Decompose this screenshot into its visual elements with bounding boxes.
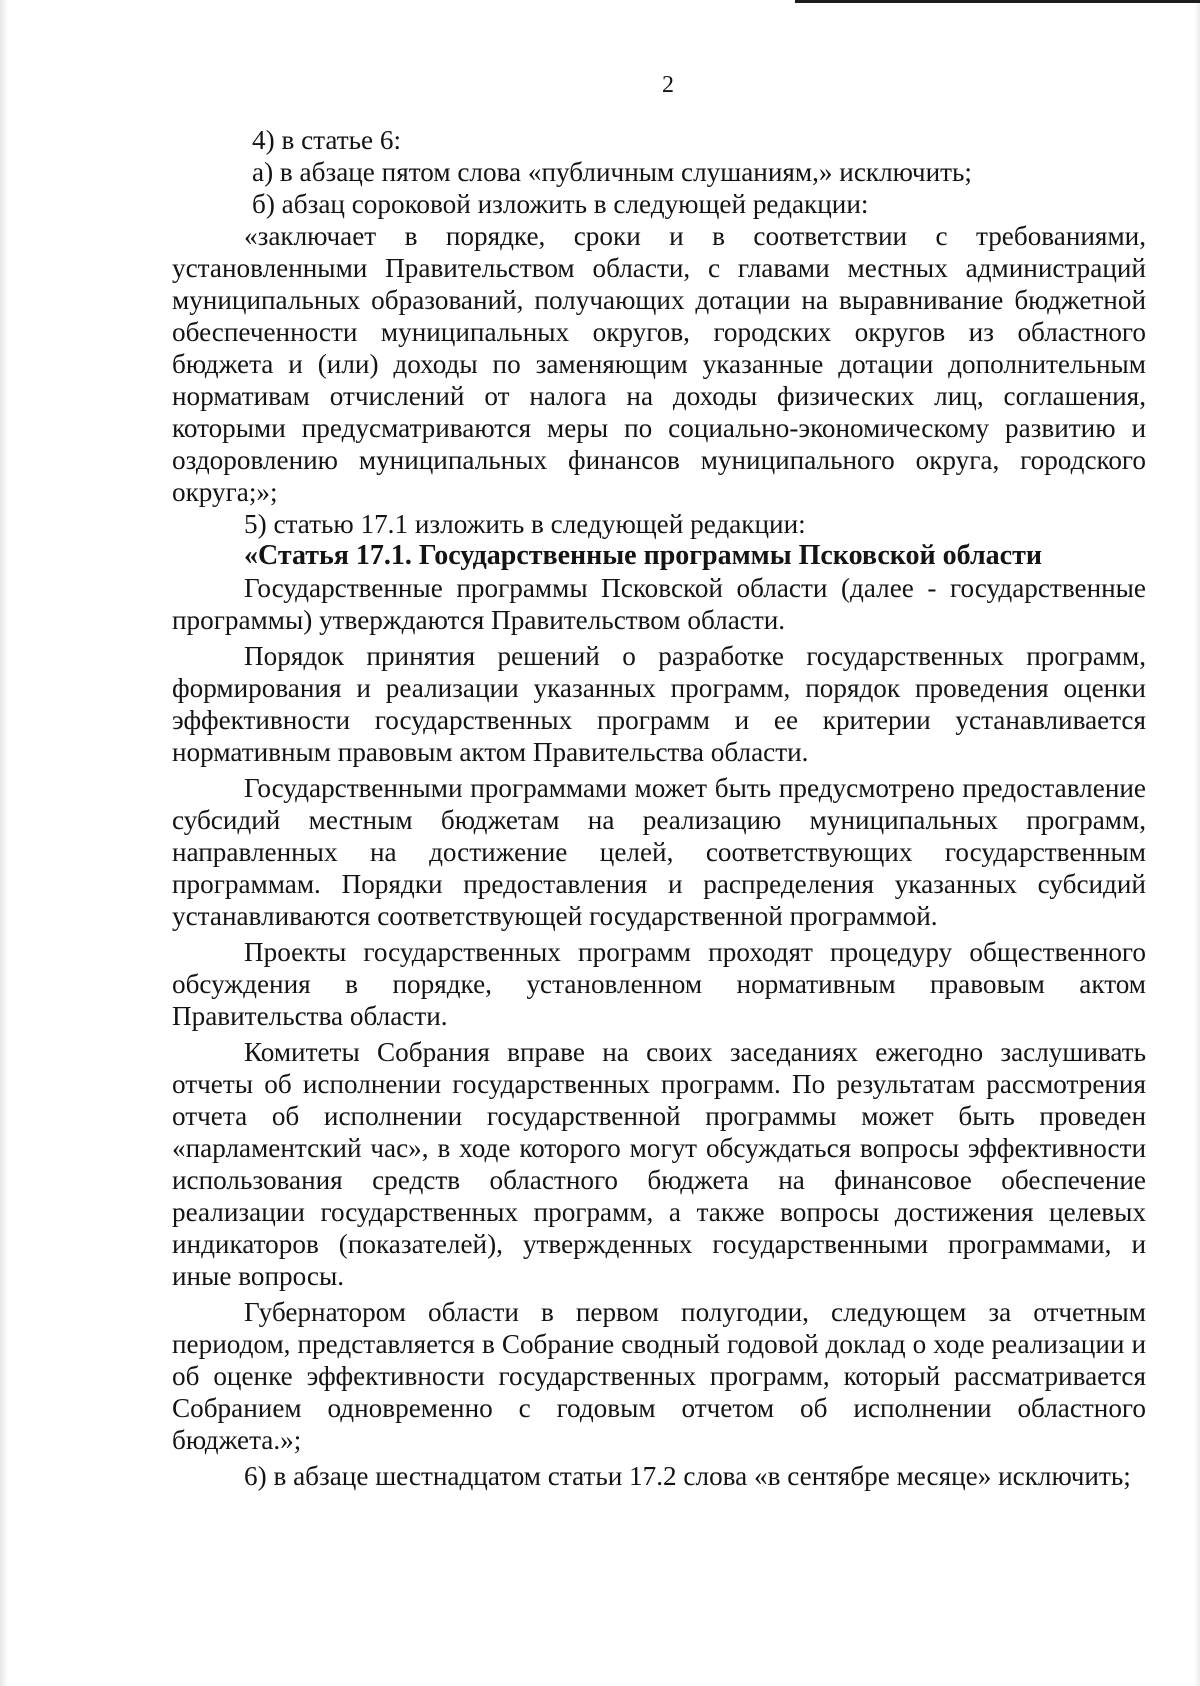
page-number: 2 (662, 72, 674, 98)
paragraph-decision-procedure: Порядок принятия решений о разработке государственных программ, формирования и реализации указанных программ, порядок проведения оценки эффективности государственных программ и ее критерии устанавливается нормативным правовым актом Правительства области. (172, 641, 1146, 767)
list-item-article-6: 4) в статье 6: (252, 125, 402, 155)
paragraph-committee-reports: Комитеты Собрания вправе на своих заседаниях ежегодно заслушивать отчеты об исполнении государственных программ. По результатам рассмотрения отчета об исполнении государственной программы может быть проведен «парламентский час», в ходе которого могут обсуждаться вопросы эффективности использования средств областного бюджета на финансовое обеспечение реализации государственных программ, а также вопросы достижения целевых индикаторов (показателей), утвержденных государственными программами, и иные вопросы. (172, 1037, 1146, 1291)
list-item-subpoint-a: а) в абзаце пятом слова «публичным слушаниям,» исключить; (252, 157, 972, 187)
paragraph-programs-approval: Государственные программы Псковской области (далее - государственные программы) утверждаются Правительством области. (172, 573, 1146, 635)
list-item-article-17-1: 5) статью 17.1 изложить в следующей редакции: (244, 509, 806, 539)
paragraph-public-discussion: Проекты государственных программ проходят процедуру общественного обсуждения в порядке, установленном нормативным правовым актом Правительства области. (172, 937, 1146, 1031)
list-item-subpoint-b: б) абзац сороковой изложить в следующей редакции: (252, 189, 869, 219)
article-heading: «Статья 17.1. Государственные программы Псковской области (244, 540, 1042, 571)
top-rule (795, 0, 1200, 3)
list-item-article-17-2: 6) в абзаце шестнадцатом статьи 17.2 слова «в сентябре месяце» исключить; (244, 1461, 1131, 1491)
paragraph-subsidies: Государственными программами может быть предусмотрено предоставление субсидий местным бюджетам на реализацию муниципальных программ, направленных на достижение целей, соответствующих государственным программам. Порядки предоставления и распределения указанных субсидий устанавливаются соответствующей государственной программой. (172, 773, 1146, 931)
document-body (172, 124, 1146, 1492)
scan-edge-right (1194, 0, 1200, 1686)
scan-edge-left (0, 0, 8, 1686)
paragraph-governor-report: Губернатором области в первом полугодии, следующем за отчетным периодом, представляется в Собрание сводный годовой доклад о ходе реализации и об оценке эффективности государственных программ, который рассматривается Собранием одновременно с годовым отчетом об исполнении областного бюджета.»; (172, 1297, 1146, 1455)
quoted-paragraph: «заключает в порядке, сроки и в соответствии с требованиями, установленными Правительством области, с главами местных администраций муниципальных образований, получающих дотации на выравнивание бюджетной обеспеченности муниципальных округов, городских округов из областного бюджета и (или) доходы по заменяющим указанные дотации дополнительным нормативам отчислений от налога на доходы физических лиц, соглашения, которыми предусматриваются меры по социально-экономическому развитию и оздоровлению муниципальных финансов муниципального округа, городского округа;»; (172, 221, 1146, 507)
